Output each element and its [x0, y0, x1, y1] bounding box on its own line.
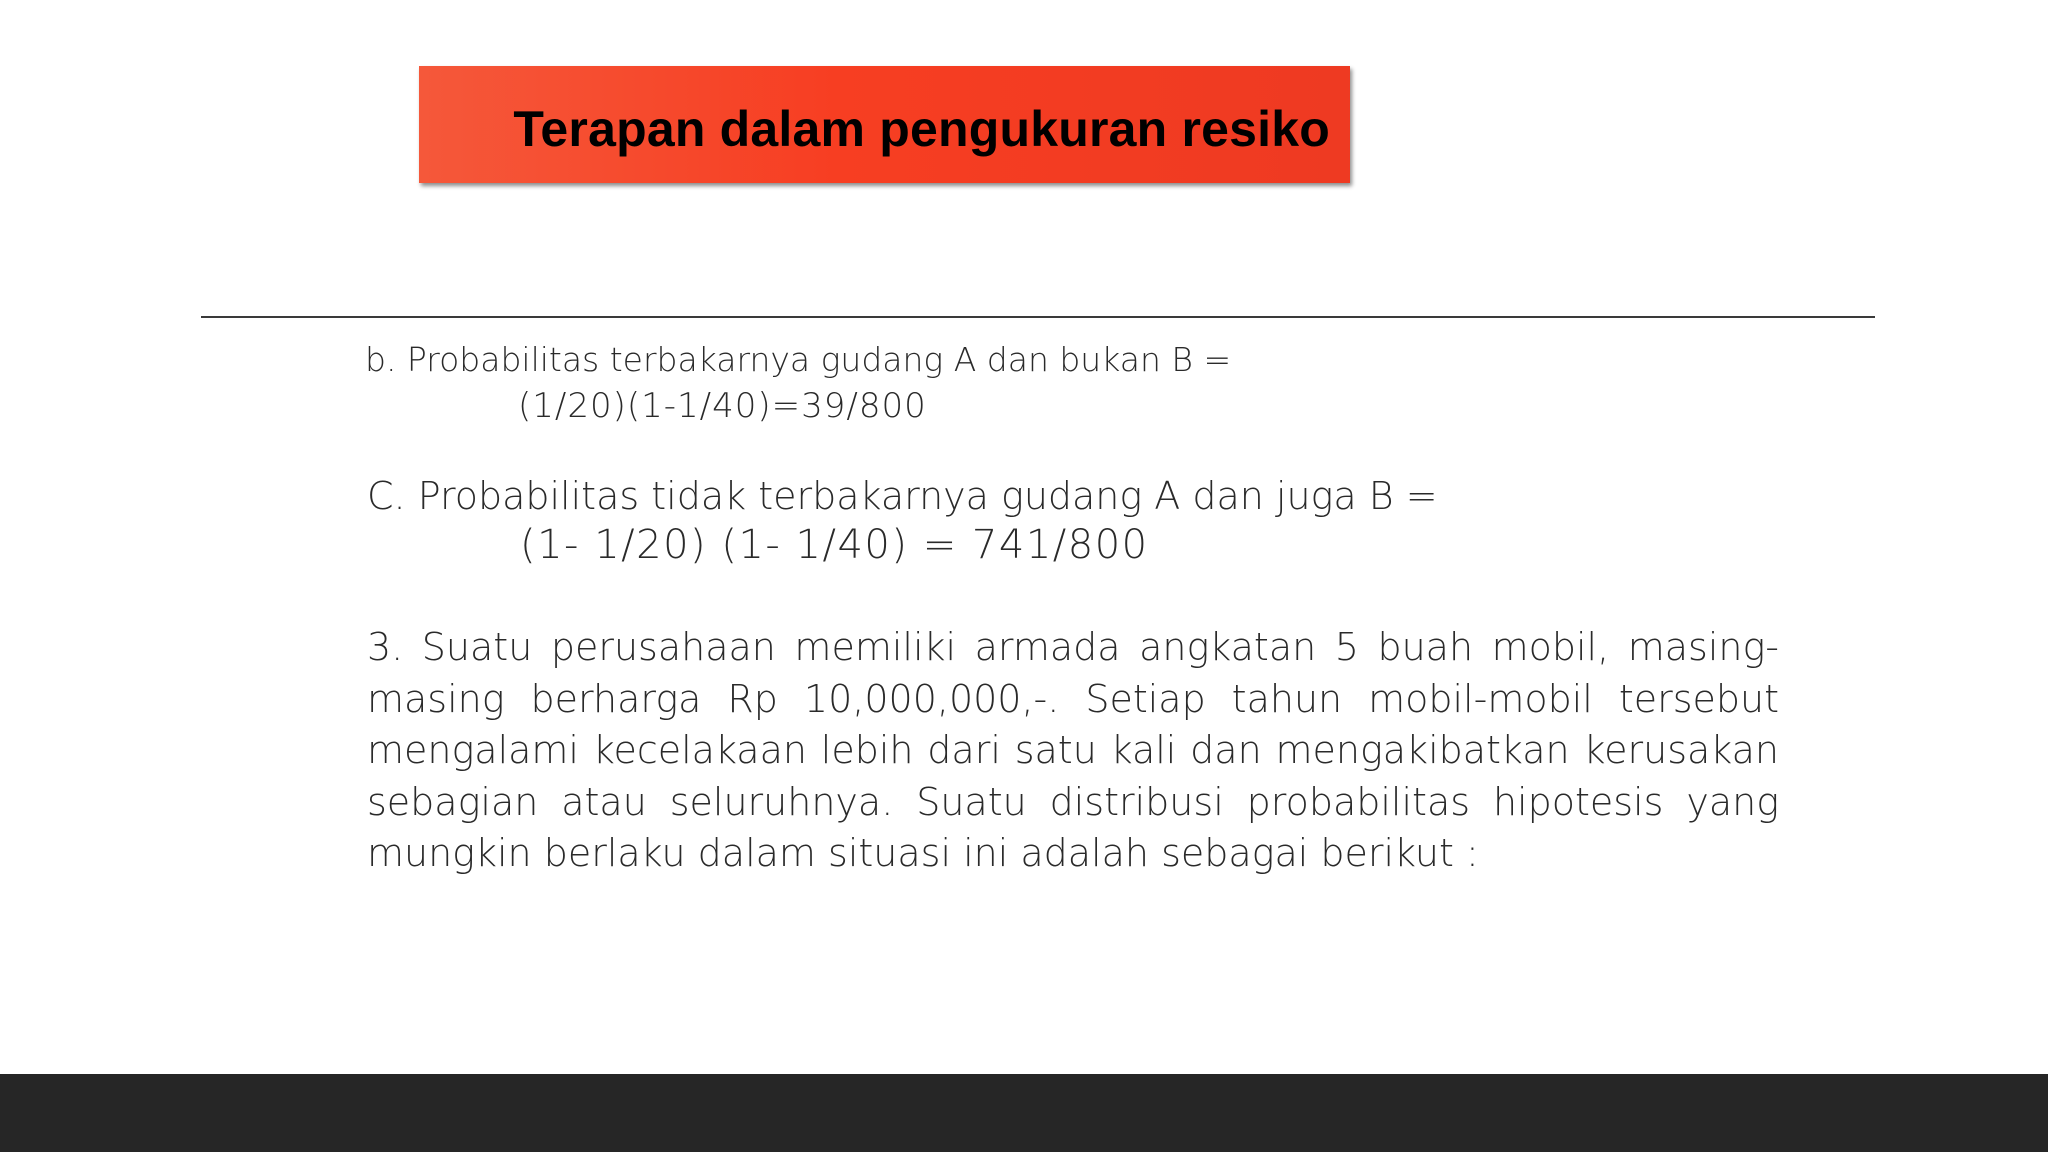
item-b-label: b. Probabilitas terbakarnya gudang A dan bukan B = [365, 340, 1232, 379]
problem-3-paragraph: 3. Suatu perusahaan memiliki armada angkatan 5 buah mobil, masing-masing berharga Rp 10,000,000,-. Setiap tahun mobil-mobil tersebut mengalami kecelakaan lebih dari satu kali dan mengakibatkan kerusakan sebagian atau seluruhnya. Suatu distribusi probabilitas hipotesis yang mungkin berlaku dalam situasi ini adalah sebagai berikut : [367, 625, 1779, 875]
divider-line [201, 316, 1875, 318]
bottom-bar [0, 1074, 2048, 1152]
slide-title: Terapan dalam pengukuran resiko [513, 100, 1330, 157]
item-b-formula: (1/20)(1-1/40)=39/800 [518, 386, 927, 426]
item-c-label: C. Probabilitas tidak terbakarnya gudang A dan juga B = [367, 474, 1438, 518]
item-c-formula: (1- 1/20) (1- 1/40) = 741/800 [520, 522, 1149, 568]
title-banner [419, 66, 1350, 183]
